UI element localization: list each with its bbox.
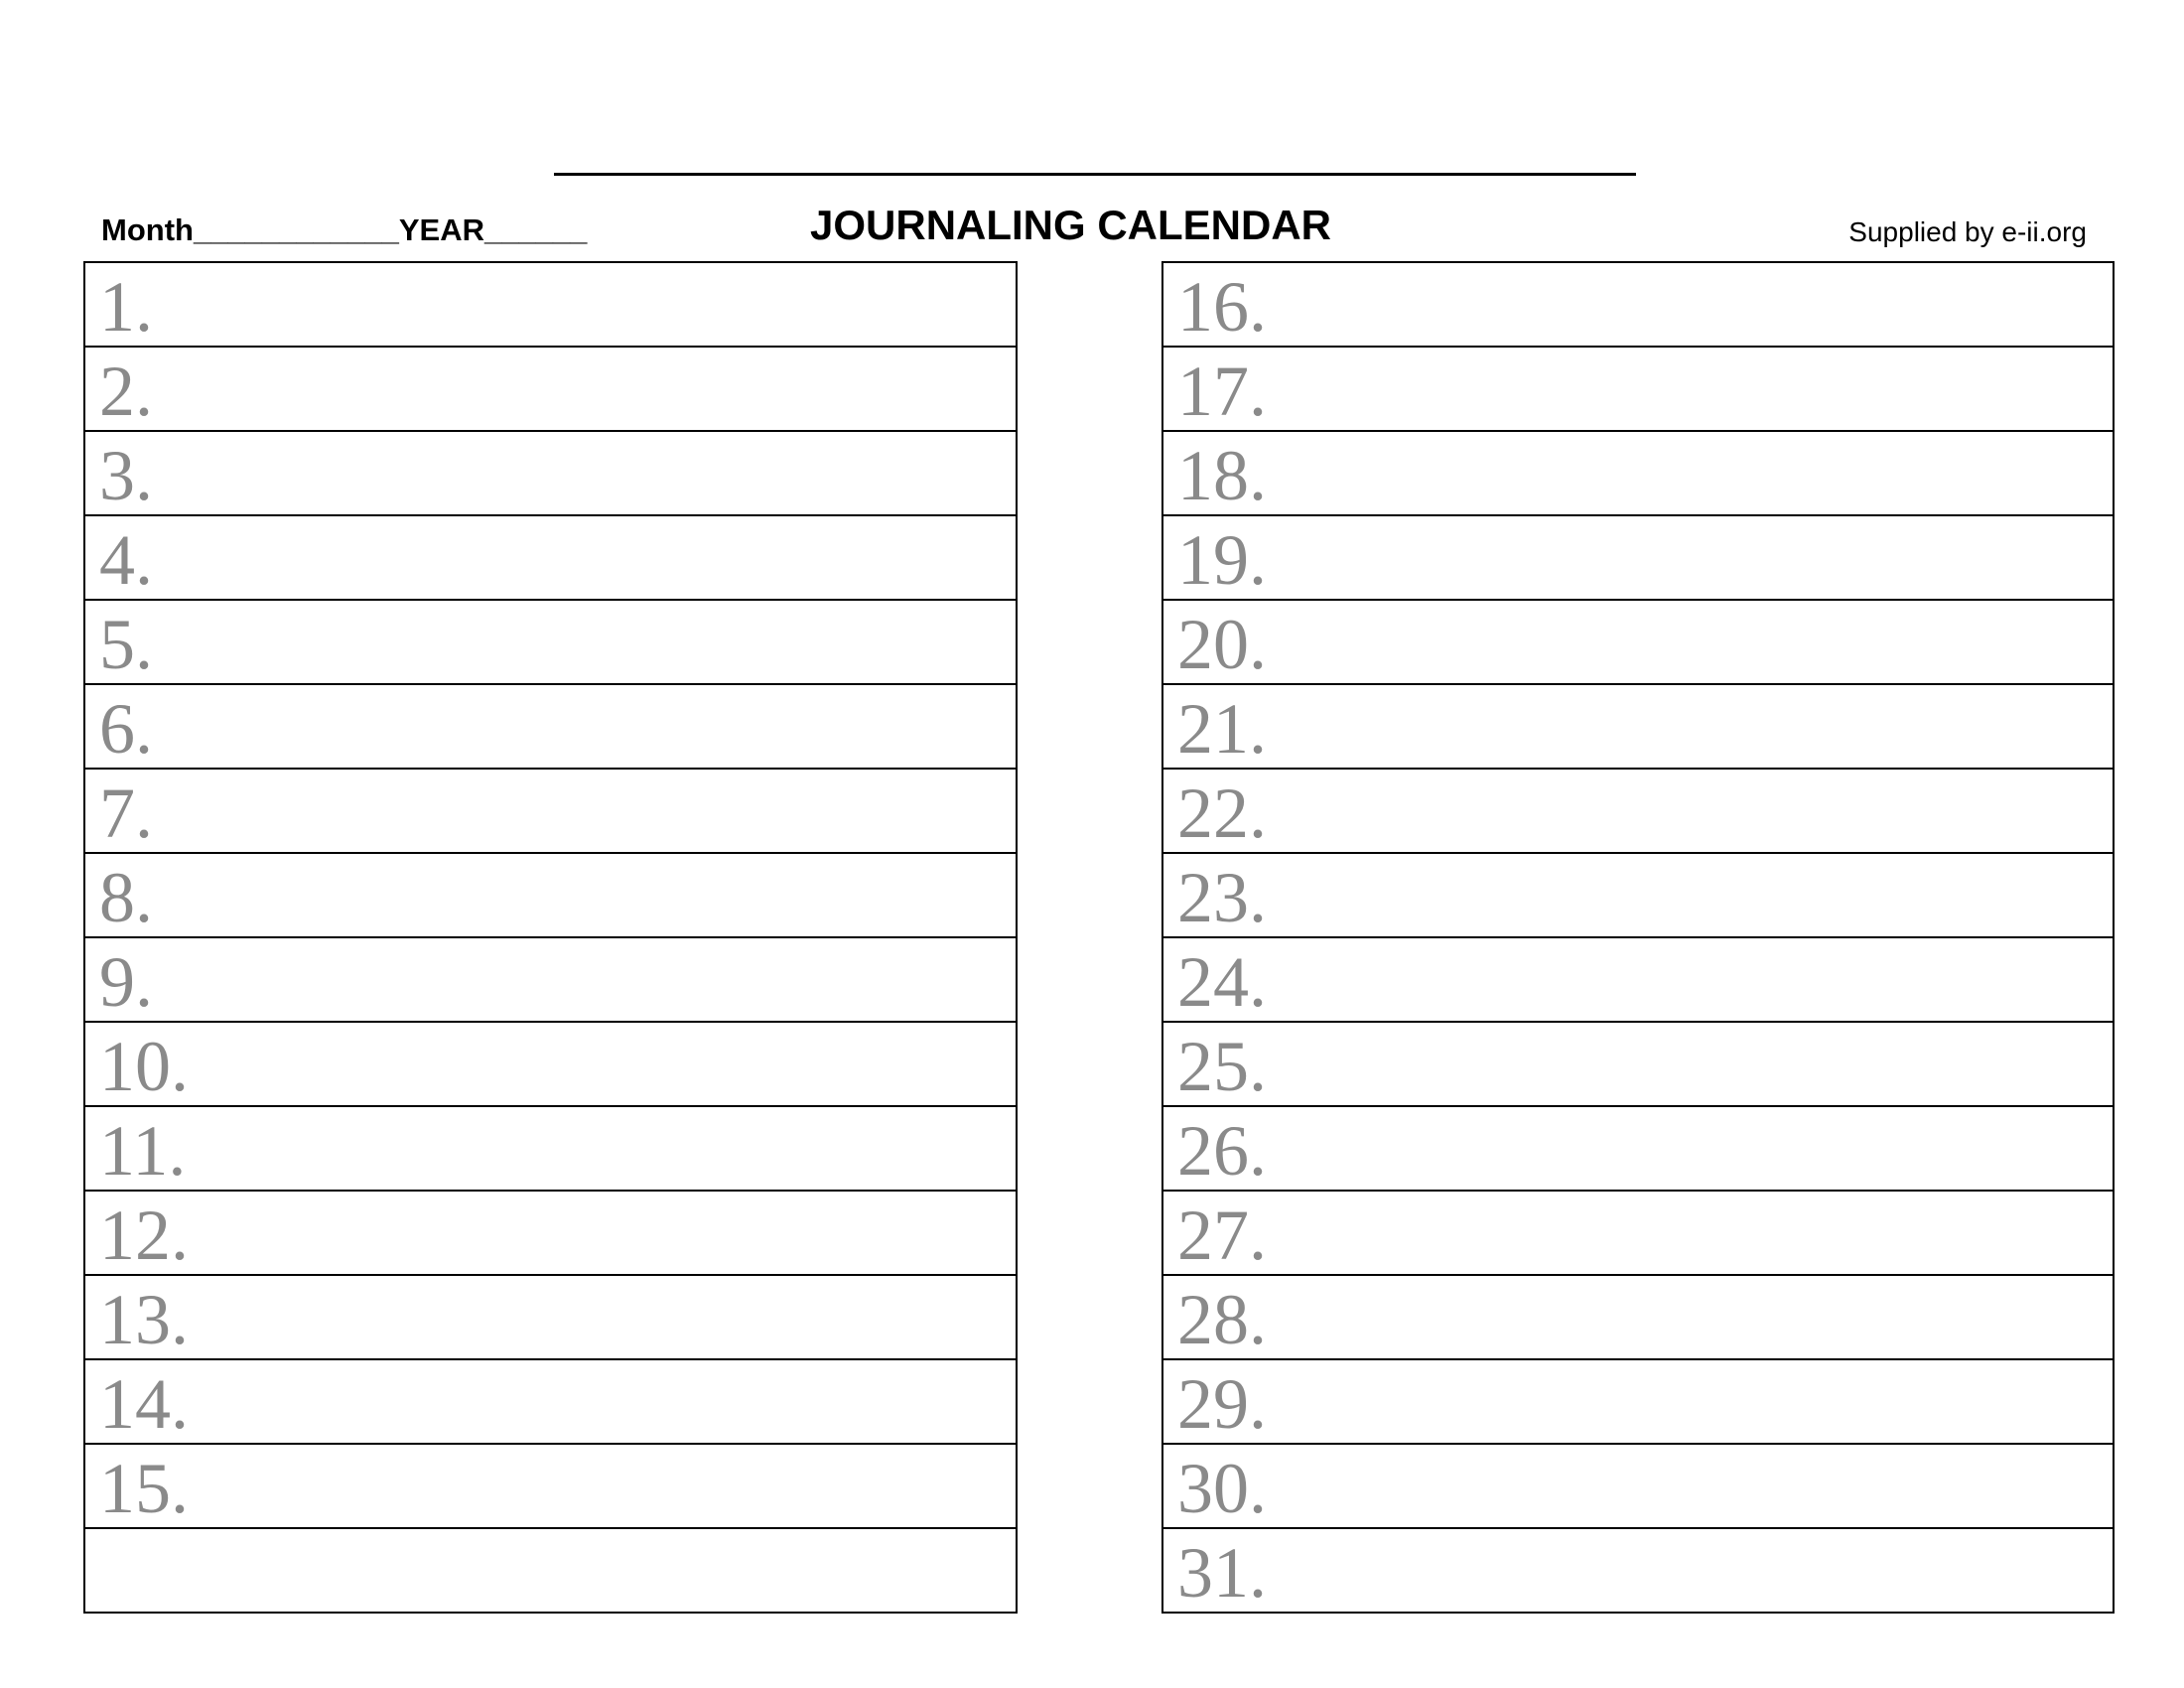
day-row[interactable]	[85, 1192, 1016, 1276]
day-number: 2.	[99, 352, 153, 431]
day-row[interactable]	[1163, 1360, 2113, 1445]
top-title-line	[554, 173, 1636, 176]
day-number: 20.	[1177, 605, 1267, 684]
right-day-column	[1161, 261, 2115, 1614]
day-row[interactable]	[85, 938, 1016, 1023]
day-number: 24.	[1177, 942, 1267, 1022]
day-number: 23.	[1177, 858, 1267, 937]
day-number: 5.	[99, 605, 153, 684]
day-row[interactable]	[85, 601, 1016, 685]
day-row[interactable]	[1163, 516, 2113, 601]
day-row[interactable]	[85, 685, 1016, 770]
day-row[interactable]	[1163, 938, 2113, 1023]
day-number: 17.	[1177, 352, 1267, 431]
day-row[interactable]	[85, 1276, 1016, 1360]
day-number: 7.	[99, 774, 153, 853]
day-number: 15.	[99, 1449, 189, 1528]
left-day-column	[83, 261, 1018, 1614]
day-row[interactable]	[1163, 1276, 2113, 1360]
day-row[interactable]	[1163, 1192, 2113, 1276]
day-number: 13.	[99, 1280, 189, 1359]
day-number: 27.	[1177, 1196, 1267, 1275]
day-number: 6.	[99, 689, 153, 769]
day-number: 10.	[99, 1027, 189, 1106]
day-number: 30.	[1177, 1449, 1267, 1528]
day-row[interactable]	[85, 1023, 1016, 1107]
day-number: 28.	[1177, 1280, 1267, 1359]
month-year-field[interactable]: Month____________YEAR______	[101, 212, 588, 247]
day-row[interactable]	[85, 854, 1016, 938]
day-number: 11.	[99, 1111, 187, 1191]
day-row[interactable]	[85, 263, 1016, 348]
day-number: 8.	[99, 858, 153, 937]
day-row[interactable]	[85, 1360, 1016, 1445]
day-number: 26.	[1177, 1111, 1267, 1191]
day-row[interactable]	[1163, 348, 2113, 432]
day-row[interactable]	[1163, 601, 2113, 685]
day-row[interactable]	[1163, 1445, 2113, 1529]
day-row[interactable]	[1163, 854, 2113, 938]
day-number: 31.	[1177, 1533, 1267, 1613]
day-number: 4.	[99, 520, 153, 600]
day-number: 14.	[99, 1364, 189, 1444]
day-row[interactable]	[1163, 432, 2113, 516]
day-row[interactable]	[1163, 1023, 2113, 1107]
day-row[interactable]	[85, 770, 1016, 854]
day-number: 1.	[99, 267, 153, 347]
day-number: 12.	[99, 1196, 189, 1275]
day-number: 3.	[99, 436, 153, 515]
day-number: 21.	[1177, 689, 1267, 769]
day-row[interactable]	[85, 432, 1016, 516]
page-title: JOURNALING CALENDAR	[810, 202, 1331, 248]
day-row[interactable]	[1163, 770, 2113, 854]
day-number: 19.	[1177, 520, 1267, 600]
day-number: 9.	[99, 942, 153, 1022]
day-row[interactable]	[1163, 1107, 2113, 1192]
blank-row[interactable]	[85, 1529, 1016, 1614]
day-number: 16.	[1177, 267, 1267, 347]
day-row[interactable]	[1163, 263, 2113, 348]
day-number: 18.	[1177, 436, 1267, 515]
day-number: 25.	[1177, 1027, 1267, 1106]
day-row[interactable]	[85, 1107, 1016, 1192]
day-row[interactable]	[85, 1445, 1016, 1529]
day-number: 22.	[1177, 774, 1267, 853]
day-row[interactable]	[1163, 1529, 2113, 1614]
day-row[interactable]	[1163, 685, 2113, 770]
day-number: 29.	[1177, 1364, 1267, 1444]
supplied-by-text: Supplied by e-ii.org	[1848, 216, 2087, 247]
day-row[interactable]	[85, 516, 1016, 601]
day-row[interactable]	[85, 348, 1016, 432]
